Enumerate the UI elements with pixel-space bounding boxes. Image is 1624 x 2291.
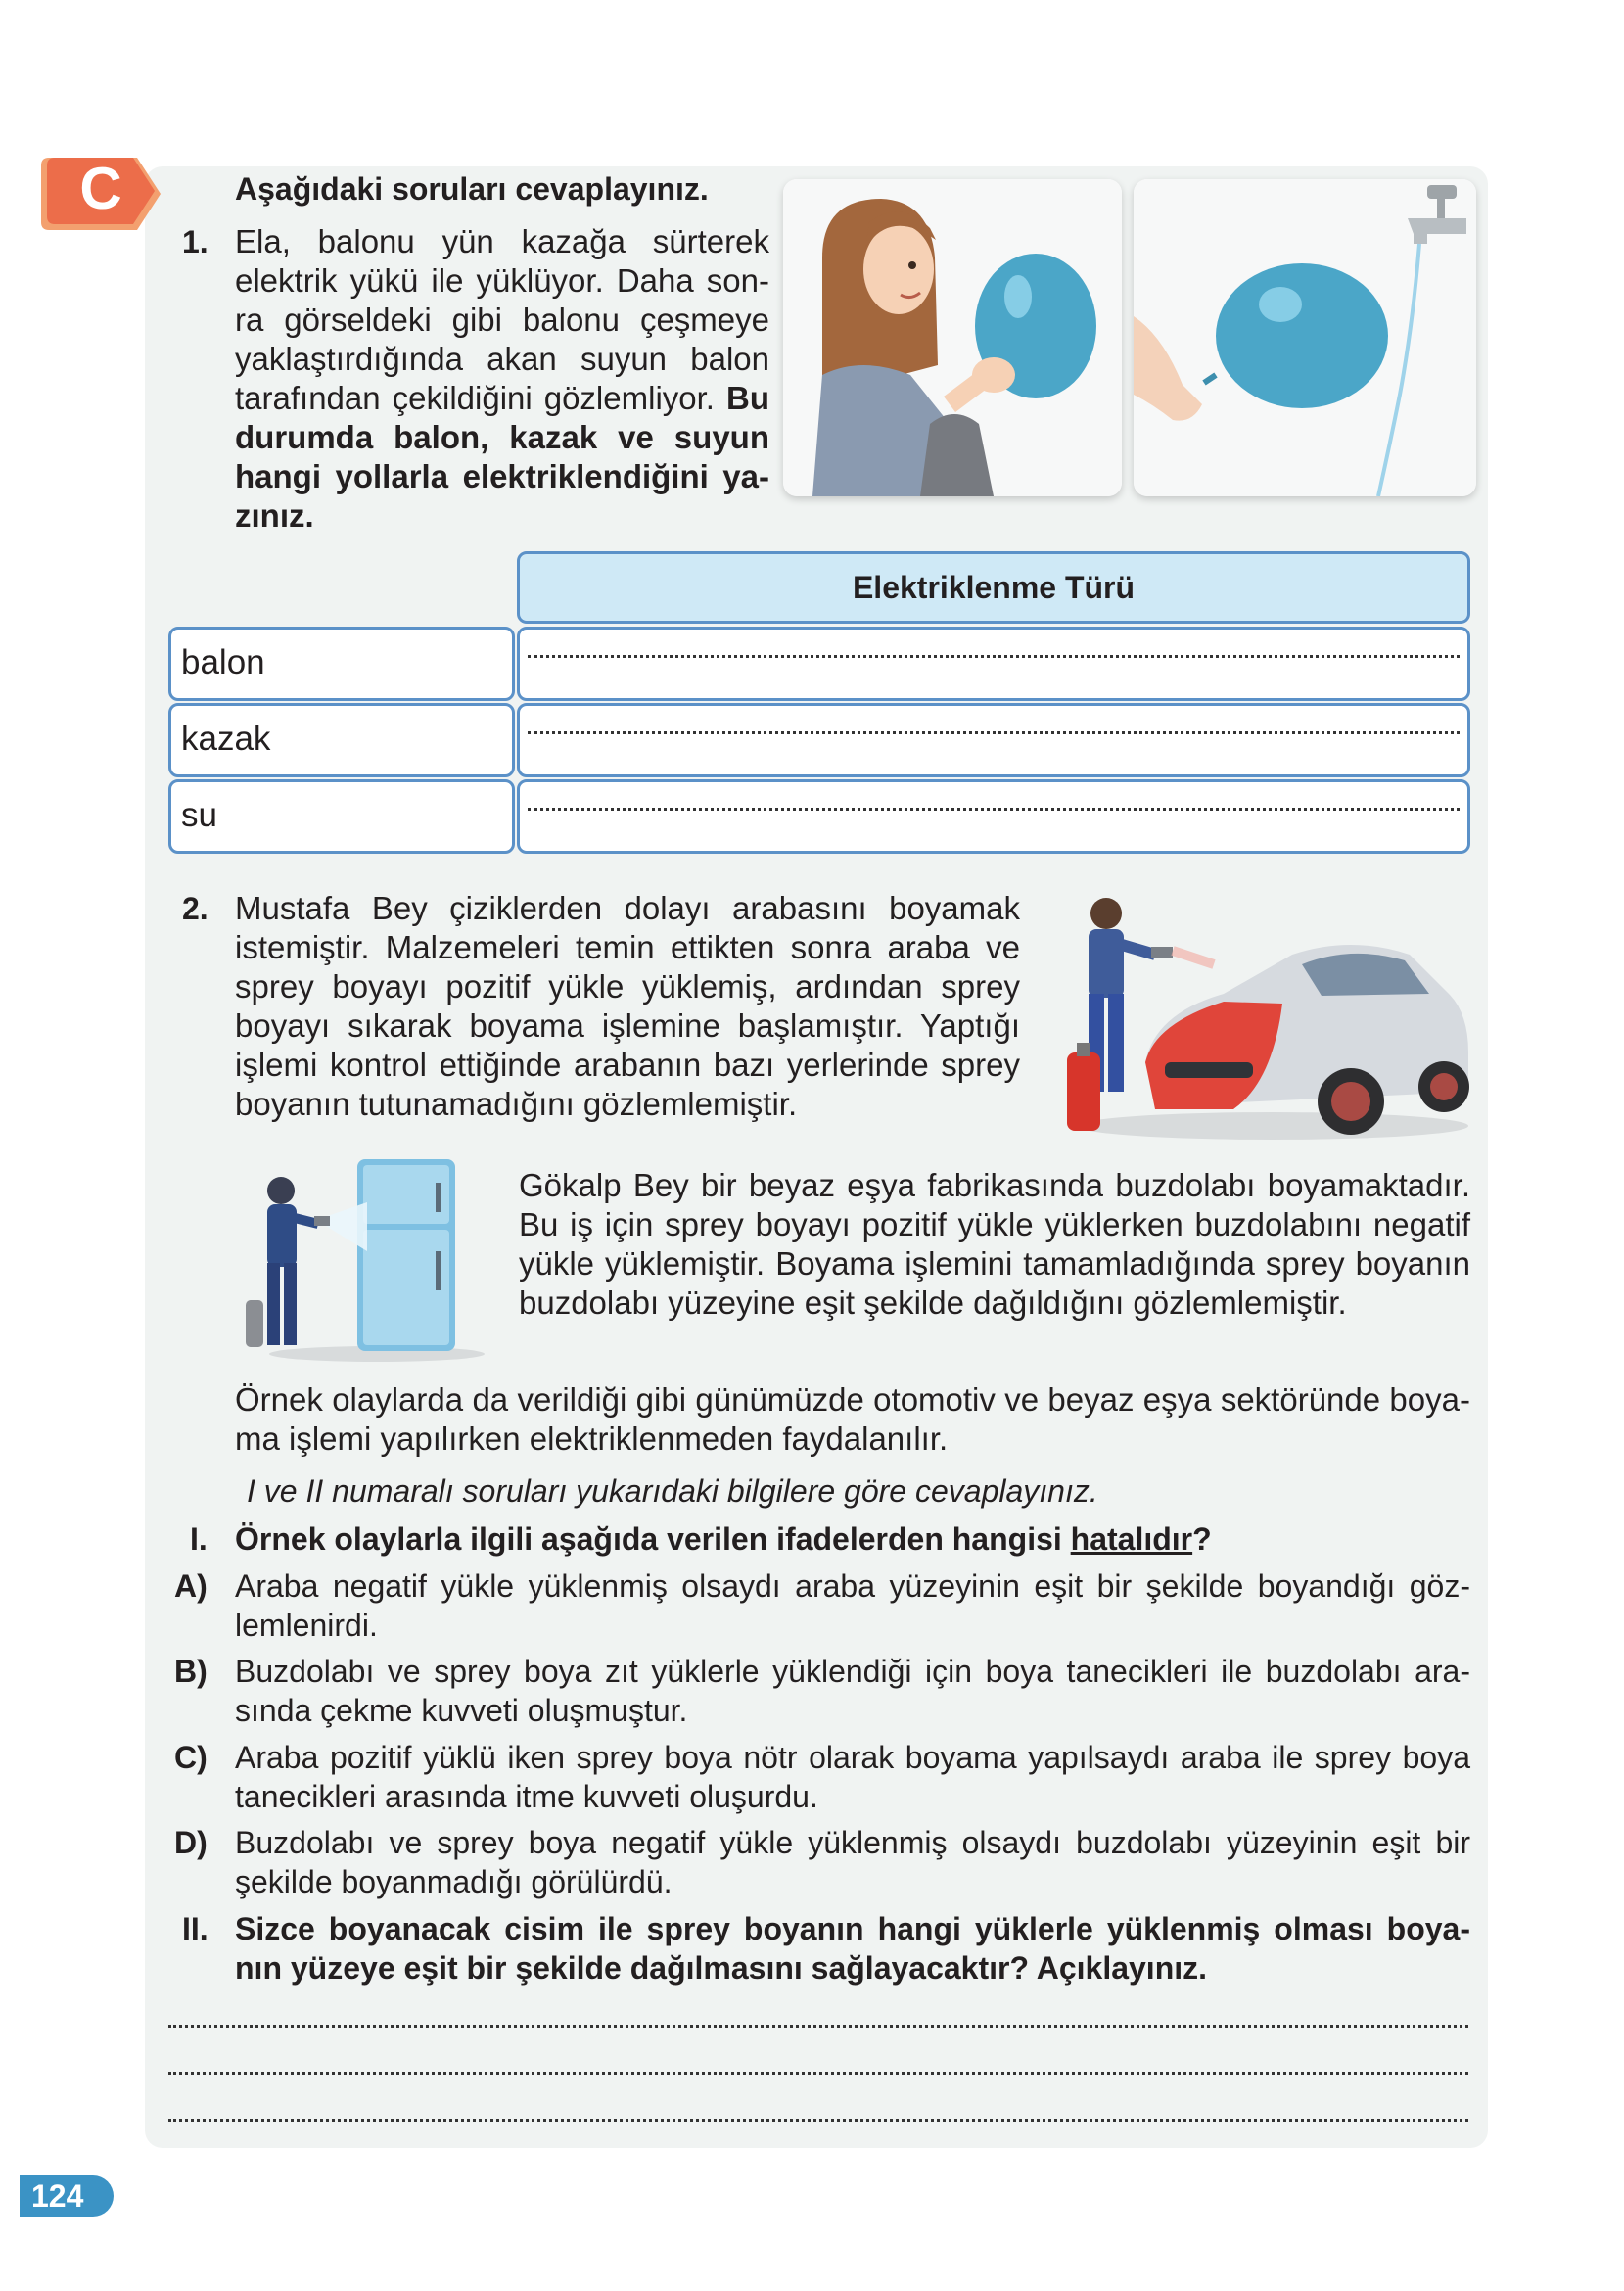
intro-line: Örnek olaylarda da verildiği gibi günümüzde otomotiv ve beyaz eşya sektöründe boya- — [235, 1381, 1470, 1418]
girl-balloon-image — [783, 179, 1122, 496]
q2-line: istemiştir. Malzemeleri temin ettikten sonra araba ve — [235, 929, 1020, 965]
gokalp-line: buzdolabı yüzeyine eşit şekilde dağıldığını gözlemlemiştir. — [519, 1285, 1347, 1321]
option-a-text[interactable]: Araba negatif yükle yüklenmiş olsaydı araba yüzeyinin eşit bir şekilde boyandığı göz- lemlenirdi. — [235, 1568, 1470, 1643]
answer-line[interactable] — [168, 2119, 1468, 2122]
q1-bold-line: durumda balon, kazak ve suyun — [235, 419, 769, 455]
q1-bold-line: zınız. — [235, 497, 314, 534]
underlined-word: hatalıdır — [1070, 1521, 1193, 1557]
option-a-letter[interactable]: A) — [174, 1568, 208, 1604]
gokalp-paragraph — [519, 1166, 1470, 1323]
q1-line: Ela, balonu yün kazağa sürterek — [235, 223, 769, 259]
q1-bold-line: hangi yollarla elektriklendiğini ya- — [235, 458, 769, 494]
balloon-tap-image — [1134, 179, 1476, 496]
q2-line: işlemi kontrol ettiğinde arabanın bazı yerlerinde sprey — [235, 1047, 1020, 1083]
row-label-kazak: kazak — [168, 703, 515, 777]
gokalp-line: Bu iş için sprey boyayı pozitif yükle yüklerken buzdolabını negatif — [519, 1206, 1470, 1242]
instruction-text: I ve II numaralı soruları yukarıdaki bilgilere göre cevaplayınız. — [247, 1473, 1098, 1509]
option-c-text[interactable]: Araba pozitif yüklü iken sprey boya nötr olarak boyama yapılsaydı araba ile sprey boya tanecikleri arasında itme kuvveti oluşurdu. — [235, 1740, 1470, 1814]
option-b-letter[interactable]: B) — [174, 1654, 208, 1689]
answer-line[interactable] — [168, 2072, 1468, 2075]
option-c-letter[interactable]: C) — [174, 1740, 208, 1775]
subquestion-1-number: I. — [190, 1521, 208, 1557]
option-d-letter[interactable]: D) — [174, 1825, 208, 1860]
question-2-text — [235, 889, 1020, 1124]
section-heading: Aşağıdaki soruları cevaplayınız. — [235, 171, 709, 207]
car-painting-illustration — [1028, 886, 1478, 1146]
gokalp-line: Gökalp Bey bir beyaz eşya fabrikasında buzdolabı boyamaktadır. — [519, 1167, 1470, 1203]
q2-line: boyanın tutunamadığını gözlemlemiştir. — [235, 1086, 798, 1122]
option-b-text[interactable]: Buzdolabı ve sprey boya zıt yüklerle yüklendiği için boya tanecikleri ile buzdolabı ara- sında çekme kuvveti oluşmuştur. — [235, 1654, 1470, 1728]
question-1-number: 1. — [182, 224, 209, 259]
q1-line: yaklaştırdığında akan suyun balon — [235, 341, 769, 377]
q2-line: boyayı sıkarak boyama işlemine başlamıştır. Yaptığı — [235, 1007, 1020, 1044]
answer-field-kazak[interactable] — [517, 703, 1470, 777]
question-2-number: 2. — [182, 891, 209, 926]
intro-line: ma işlemi yapılırken elektriklenmeden faydalanılır. — [235, 1421, 949, 1457]
table-header: Elektriklenme Türü — [517, 551, 1470, 624]
row-label-su: su — [168, 779, 515, 854]
q2-line: sprey boyayı pozitif yükle yüklemiş, ardından sprey — [235, 968, 1020, 1005]
page-number: 124 — [20, 2175, 114, 2217]
q1-line: ra görseldeki gibi balonu çeşmeye — [235, 302, 769, 338]
row-label-balon: balon — [168, 627, 515, 701]
q2-line: Mustafa Bey çiziklerden dolayı arabasını boyamak — [235, 890, 1020, 926]
intro-paragraph — [235, 1380, 1470, 1459]
section-letter: C — [79, 156, 122, 221]
q1-line: elektrik yükü ile yüklüyor. Daha son- — [235, 262, 769, 299]
subquestion-2-number: II. — [182, 1911, 209, 1946]
fridge-painting-illustration — [240, 1153, 485, 1364]
q1-line: tarafından çekildiğini gözlemliyor. Bu — [235, 380, 769, 416]
subquestion-1-text: Örnek olaylarla ilgili aşağıda verilen ifadelerden hangisi hatalıdır? — [235, 1521, 1212, 1557]
answer-line[interactable] — [168, 2025, 1468, 2028]
question-1-text — [235, 222, 769, 536]
answer-field-su[interactable] — [517, 779, 1470, 854]
gokalp-line: yükle yüklemiştir. Boyama işlemini tamamladığında sprey boyanın — [519, 1245, 1470, 1282]
answer-field-balon[interactable] — [517, 627, 1470, 701]
option-d-text[interactable]: Buzdolabı ve sprey boya negatif yükle yüklenmiş olsaydı buzdolabı yüzeyinin eşit bir şekilde boyanmadığı görülürdü. — [235, 1825, 1470, 1899]
subquestion-2-text: Sizce boyanacak cisim ile sprey boyanın hangi yüklerle yüklenmiş olması boya- nın yüzeye eşit bir şekilde dağılmasını sağlayacaktır? Açıklayınız. — [235, 1911, 1470, 1986]
